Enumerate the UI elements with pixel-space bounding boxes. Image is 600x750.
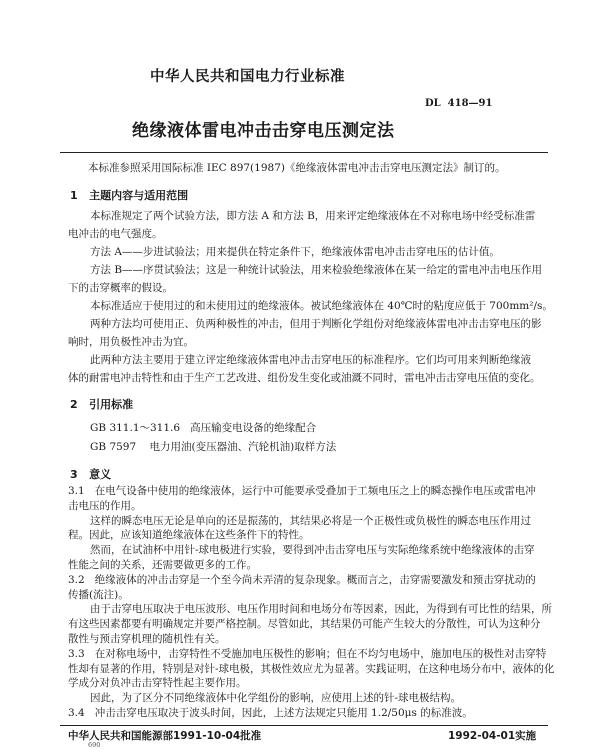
referenced-standard: GB 7597 电力用油(变压器油、汽轮机油)取样方法 xyxy=(90,441,337,453)
standard-code: DL 418—91 xyxy=(425,98,493,109)
s3-line: 然而，在试油杯中用针-球电极进行实验，要得到冲击击穿电压与实际绝缘系统中绝缘液体的击穿 xyxy=(90,544,535,557)
s3-line: 这样的瞬态电压无论是单向的还是振荡的，其结果必将是一个正极性或负极性的瞬态电压作用过 xyxy=(90,514,531,527)
section-2-heading: 2 引用标准 xyxy=(70,398,134,411)
s3-line: 程。因此，应该知道绝缘液体在这些条件下的特性。 xyxy=(68,529,310,542)
s1-line: 本标准规定了两个试验方法，即方法 A 和方法 B，用来评定绝缘液体在不对称电场中经受标准雷 xyxy=(90,210,536,222)
footer-divider xyxy=(60,725,548,726)
s1-line: 方法 A——步进试验法；用来提供在特定条件下，绝缘液体雷电冲击击穿电压的估计值。 xyxy=(90,246,500,258)
s3-line: 性却有显著的作用，特别是对针-球电极，其极性效应尤为显著。实践证明，在这种电场分布中，液体的化 xyxy=(68,662,555,675)
s1-line: 方法 B——序贯试验法；这是一种统计试验法，用来检验绝缘液体在某一给定的雷电冲击电压作用 xyxy=(90,264,543,276)
s3-line: 因此，为了区分不同绝缘液体中化学组份的影响，应使用上述的针-球电极结构。 xyxy=(90,692,462,705)
s3-line: 3.2 绝缘液体的冲击击穿是一个至今尚未弄清的复杂现象。概而言之，击穿需要激发和预击穿扰动的 xyxy=(68,573,536,586)
s1-line: 体的耐雷电冲击特性和由于生产工艺改进、组份发生变化或油溉不同时，雷电冲击击穿电压值的变化。 xyxy=(68,372,541,384)
approval-line: 中华人民共和国能源部1991-10-04批准 xyxy=(68,730,262,742)
page-number: 690 xyxy=(88,741,101,749)
s3-line: 散性与预击穿机理的随机性有关。 xyxy=(68,633,226,645)
s3-line: 传播(流注)。 xyxy=(68,588,129,601)
intro-paragraph: 本标准参照采用国际标准 IEC 897(1987)《绝缘液体雷电冲击击穿电压测定法》制订的。 xyxy=(88,162,506,174)
document-title: 绝缘液体雷电冲击击穿电压测定法 xyxy=(132,121,395,141)
issuing-org: 中华人民共和国电力行业标准 xyxy=(150,69,345,85)
s3-line: 击电压的作用。 xyxy=(68,499,142,512)
header-rule xyxy=(60,152,548,153)
s3-line: 3.3 在对称电场中，击穿特性不受施加电压极性的影响；但在不均匀电场中，施加电压的极性对击穿特 xyxy=(68,647,547,660)
s1-line: 响时，用负极性冲击为宜。 xyxy=(68,336,194,348)
s1-line: 两种方法均可使用正、负两种极性的冲击，但用于判断化学组份对绝缘液体雷电冲击击穿电压的影 xyxy=(90,318,542,330)
s3-line: 3.1 在电气设备中使用的绝缘液体，运行中可能要承受叠加于工频电压之上的瞬态操作电压或雷电冲 xyxy=(68,485,536,497)
s3-line: 由于击穿电压取决于电压波形、电压作用时间和电场分布等因素，因此，为得到有可比性的结果，所 xyxy=(90,603,552,616)
s1-line: 本标准适应于使用过的和未使用过的绝缘液体。被试绝缘液体在 40℃时的粘度应低于 700mm²/s。 xyxy=(90,300,553,312)
effective-date: 1992-04-01实施 xyxy=(448,730,537,742)
s3-line: 学成分对负冲击击穿特性起主要作用。 xyxy=(68,677,247,690)
s3-line: 有这些因素都要有明确规定并要严格控制。尽管如此，其结果仍可能产生较大的分散性，可认为这种分 xyxy=(68,618,541,631)
s3-line: 性能之间的关系，还需要做更多的工作。 xyxy=(68,559,257,571)
s1-line: 此两种方法主要用于建立评定绝缘液体雷电冲击击穿电压的标准程序。它们均可用来判断绝缘液 xyxy=(90,354,531,366)
referenced-standard: GB 311.1～311.6 高压输变电设备的绝缘配合 xyxy=(90,422,317,434)
s3-line: 3.4 冲击击穿电压取决于波头时间，因此，上述方法规定只能用 1.2/50μs 的标准波。 xyxy=(68,707,473,719)
section-1-heading: 1 主题内容与适用范围 xyxy=(70,189,189,202)
s1-line: 电冲击的电气强度。 xyxy=(68,228,163,240)
section-3-heading: 3 意义 xyxy=(70,468,112,481)
s1-line: 下的击穿概率的假设。 xyxy=(68,282,173,294)
